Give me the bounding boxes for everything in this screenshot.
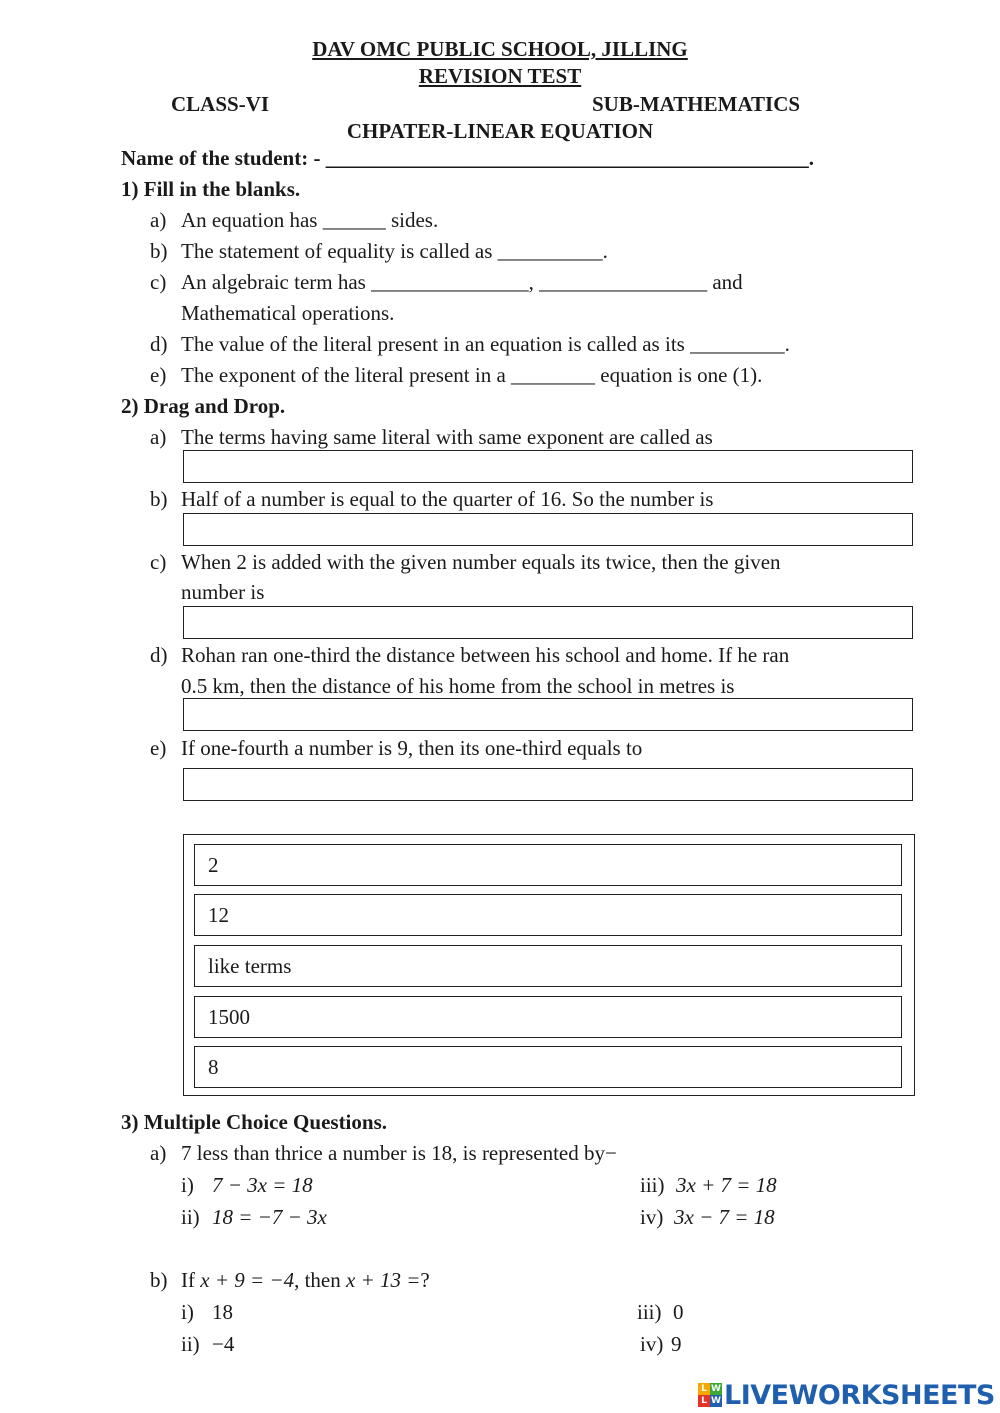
- liveworksheets-logo-icon: [698, 1383, 722, 1407]
- q2a-drop-box[interactable]: [183, 450, 913, 483]
- logo-tile: L: [698, 1395, 710, 1407]
- q1c-letter: c): [150, 270, 167, 294]
- q3a-option-iii[interactable]: 3x + 7 = 18: [676, 1173, 777, 1197]
- q3b-expr1: x + 9 = −4: [200, 1268, 295, 1292]
- answer-bank: [183, 834, 915, 1096]
- q2c-text-cont: number is: [181, 580, 265, 604]
- student-name-label: Name of the student: -: [121, 146, 326, 170]
- q3b-option-iii-label: iii): [637, 1300, 662, 1324]
- q3a-option-ii-label: ii): [181, 1205, 200, 1229]
- draggable-answer[interactable]: 12: [194, 894, 902, 936]
- q1e-text: The exponent of the literal present in a ________ equation is one (1).: [181, 363, 763, 387]
- q3b-expr2: x + 13 =: [346, 1268, 421, 1292]
- school-name: DAV OMC PUBLIC SCHOOL, JILLING: [312, 37, 688, 61]
- q2d-text: Rohan ran one-third the distance between his school and home. If he ran: [181, 643, 790, 667]
- q2d-text-cont: 0.5 km, then the distance of his home from the school in metres is: [181, 674, 735, 698]
- q1-title: 1) Fill in the blanks.: [121, 177, 301, 201]
- q3b-option-iii[interactable]: 0: [673, 1300, 684, 1324]
- q2b-text: Half of a number is equal to the quarter of 16. So the number is: [181, 487, 714, 511]
- q2c-letter: c): [150, 550, 167, 574]
- q3b-option-iv-label: iv): [640, 1332, 664, 1356]
- draggable-answer[interactable]: 1500: [194, 996, 902, 1038]
- q1b-text: The statement of equality is called as __________.: [181, 239, 608, 263]
- class-label: CLASS-VI: [171, 92, 270, 116]
- q1c-text: An algebraic term has _______________, ________________ and: [181, 270, 743, 294]
- q3a-option-iv-label: iv): [640, 1205, 664, 1229]
- liveworksheets-logo-text: LIVEWORKSHEETS: [724, 1379, 995, 1411]
- q3a-option-ii[interactable]: 18 = −7 − 3x: [212, 1205, 327, 1229]
- q3a-text: 7 less than thrice a number is 18, is represented by−: [181, 1141, 617, 1165]
- q3b-text-post: ?: [420, 1268, 430, 1292]
- draggable-answer[interactable]: 8: [194, 1046, 902, 1088]
- student-name-line: [121, 148, 814, 169]
- q1d-letter: d): [150, 332, 168, 356]
- q2d-letter: d): [150, 643, 168, 667]
- q2e-text: If one-fourth a number is 9, then its one-third equals to: [181, 736, 643, 760]
- q1a-letter: a): [150, 208, 167, 232]
- q2a-letter: a): [150, 425, 167, 449]
- subject-label: SUB-MATHEMATICS: [592, 92, 801, 116]
- draggable-answer[interactable]: like terms: [194, 945, 902, 987]
- q3b-option-iv[interactable]: 9: [671, 1332, 682, 1356]
- q2a-text: The terms having same literal with same exponent are called as: [181, 425, 713, 449]
- q3b-option-i-label: i): [181, 1300, 194, 1324]
- q3b-text-pre: If: [181, 1268, 201, 1292]
- q1e-letter: e): [150, 363, 167, 387]
- q3a-option-i-label: i): [181, 1173, 194, 1197]
- liveworksheets-logo[interactable]: [698, 1378, 995, 1412]
- q2b-drop-box[interactable]: [183, 513, 913, 546]
- q3b-text-mid: , then: [294, 1268, 346, 1292]
- q3b-letter: b): [150, 1268, 168, 1292]
- q2b-letter: b): [150, 487, 168, 511]
- test-title: REVISION TEST: [418, 64, 582, 88]
- q3a-option-i[interactable]: 7 − 3x = 18: [212, 1173, 313, 1197]
- q3a-letter: a): [150, 1141, 167, 1165]
- q3a-option-iv[interactable]: 3x − 7 = 18: [674, 1205, 775, 1229]
- logo-tile: W: [711, 1396, 721, 1406]
- q2e-letter: e): [150, 736, 167, 760]
- q1a-text: An equation has ______ sides.: [181, 208, 439, 232]
- logo-tile: W: [711, 1384, 721, 1394]
- q3a-option-iii-label: iii): [640, 1173, 665, 1197]
- q1b-letter: b): [150, 239, 168, 263]
- q3b-text: [181, 1270, 430, 1291]
- chapter-title: CHPATER-LINEAR EQUATION: [346, 119, 654, 143]
- student-name-blank[interactable]: ______________________________________________.: [325, 146, 814, 170]
- q3b-option-ii[interactable]: −4: [212, 1332, 235, 1356]
- q2e-drop-box[interactable]: [183, 768, 913, 801]
- q3-title: 3) Multiple Choice Questions.: [121, 1110, 387, 1134]
- q2-title: 2) Drag and Drop.: [121, 394, 286, 418]
- q1d-text: The value of the literal present in an equation is called as its _________.: [181, 332, 790, 356]
- q2d-drop-box[interactable]: [183, 698, 913, 731]
- q3b-option-i[interactable]: 18: [212, 1300, 233, 1324]
- q1c-text-cont: Mathematical operations.: [181, 301, 395, 325]
- logo-tile: L: [698, 1383, 710, 1395]
- q3b-option-ii-label: ii): [181, 1332, 200, 1356]
- q2c-drop-box[interactable]: [183, 606, 913, 639]
- q2c-text: When 2 is added with the given number equals its twice, then the given: [181, 550, 781, 574]
- draggable-answer[interactable]: 2: [194, 844, 902, 886]
